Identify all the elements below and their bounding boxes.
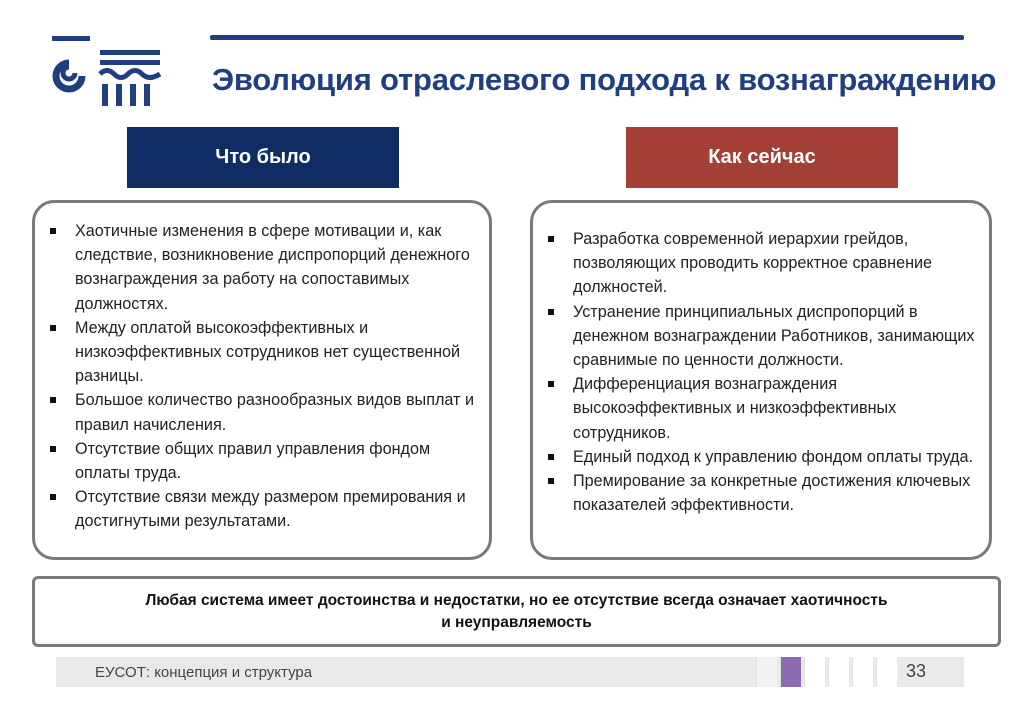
column-heading-now: Как сейчас — [626, 127, 898, 188]
now-panel — [530, 200, 992, 560]
before-panel — [32, 200, 492, 560]
list-item: Разработка современной иерархии грейдов, позволяющих проводить корректное сравнение должностей. — [545, 227, 985, 300]
list-item: Устранение принципиальных диспропорций в денежном вознаграждении Работников, занимающих сравнимые по ценности должности. — [545, 300, 985, 373]
list-item: Отсутствие связи между размером премирования и достигнутыми результатами. — [47, 485, 479, 533]
list-item: Хаотичные изменения в сфере мотивации и, как следствие, возникновение диспропорций денежного вознаграждения за работу на сопоставимых должностях. — [47, 219, 479, 316]
progress-segment — [852, 657, 873, 687]
progress-segment — [804, 657, 825, 687]
conclusion-box — [32, 576, 1001, 647]
list-item: Единый подход к управлению фондом оплаты труда. — [545, 445, 985, 469]
progress-segment — [828, 657, 849, 687]
before-list — [47, 219, 479, 534]
slide-progress — [756, 657, 897, 687]
progress-segment — [876, 657, 897, 687]
page-number: 33 — [906, 661, 927, 681]
now-list — [545, 227, 985, 517]
conclusion-line-2: и неуправляемость — [441, 613, 592, 631]
progress-segment — [756, 657, 777, 687]
page-title: Эволюция отраслевого подхода к вознаграждению — [212, 62, 997, 97]
header-rule — [210, 35, 964, 40]
list-item: Дифференциация вознаграждения высокоэффективных и низкоэффективных сотрудников. — [545, 372, 985, 445]
list-item: Премирование за конкретные достижения ключевых показателей эффективности. — [545, 469, 985, 517]
list-item: Большое количество разнообразных видов выплат и правил начисления. — [47, 388, 479, 436]
conclusion-line-1: Любая система имеет достоинства и недостатки, но ее отсутствие всегда означает хаотичность — [145, 591, 888, 609]
list-item: Между оплатой высокоэффективных и низкоэффективных сотрудников нет существенной разницы. — [47, 316, 479, 389]
column-heading-before: Что было — [127, 127, 399, 188]
progress-segment-active — [780, 657, 801, 687]
list-item: Отсутствие общих правил управления фондом оплаты труда. — [47, 437, 479, 485]
company-logo-icon — [52, 36, 170, 108]
footer-title: ЕУСОТ: концепция и структура — [95, 664, 313, 681]
